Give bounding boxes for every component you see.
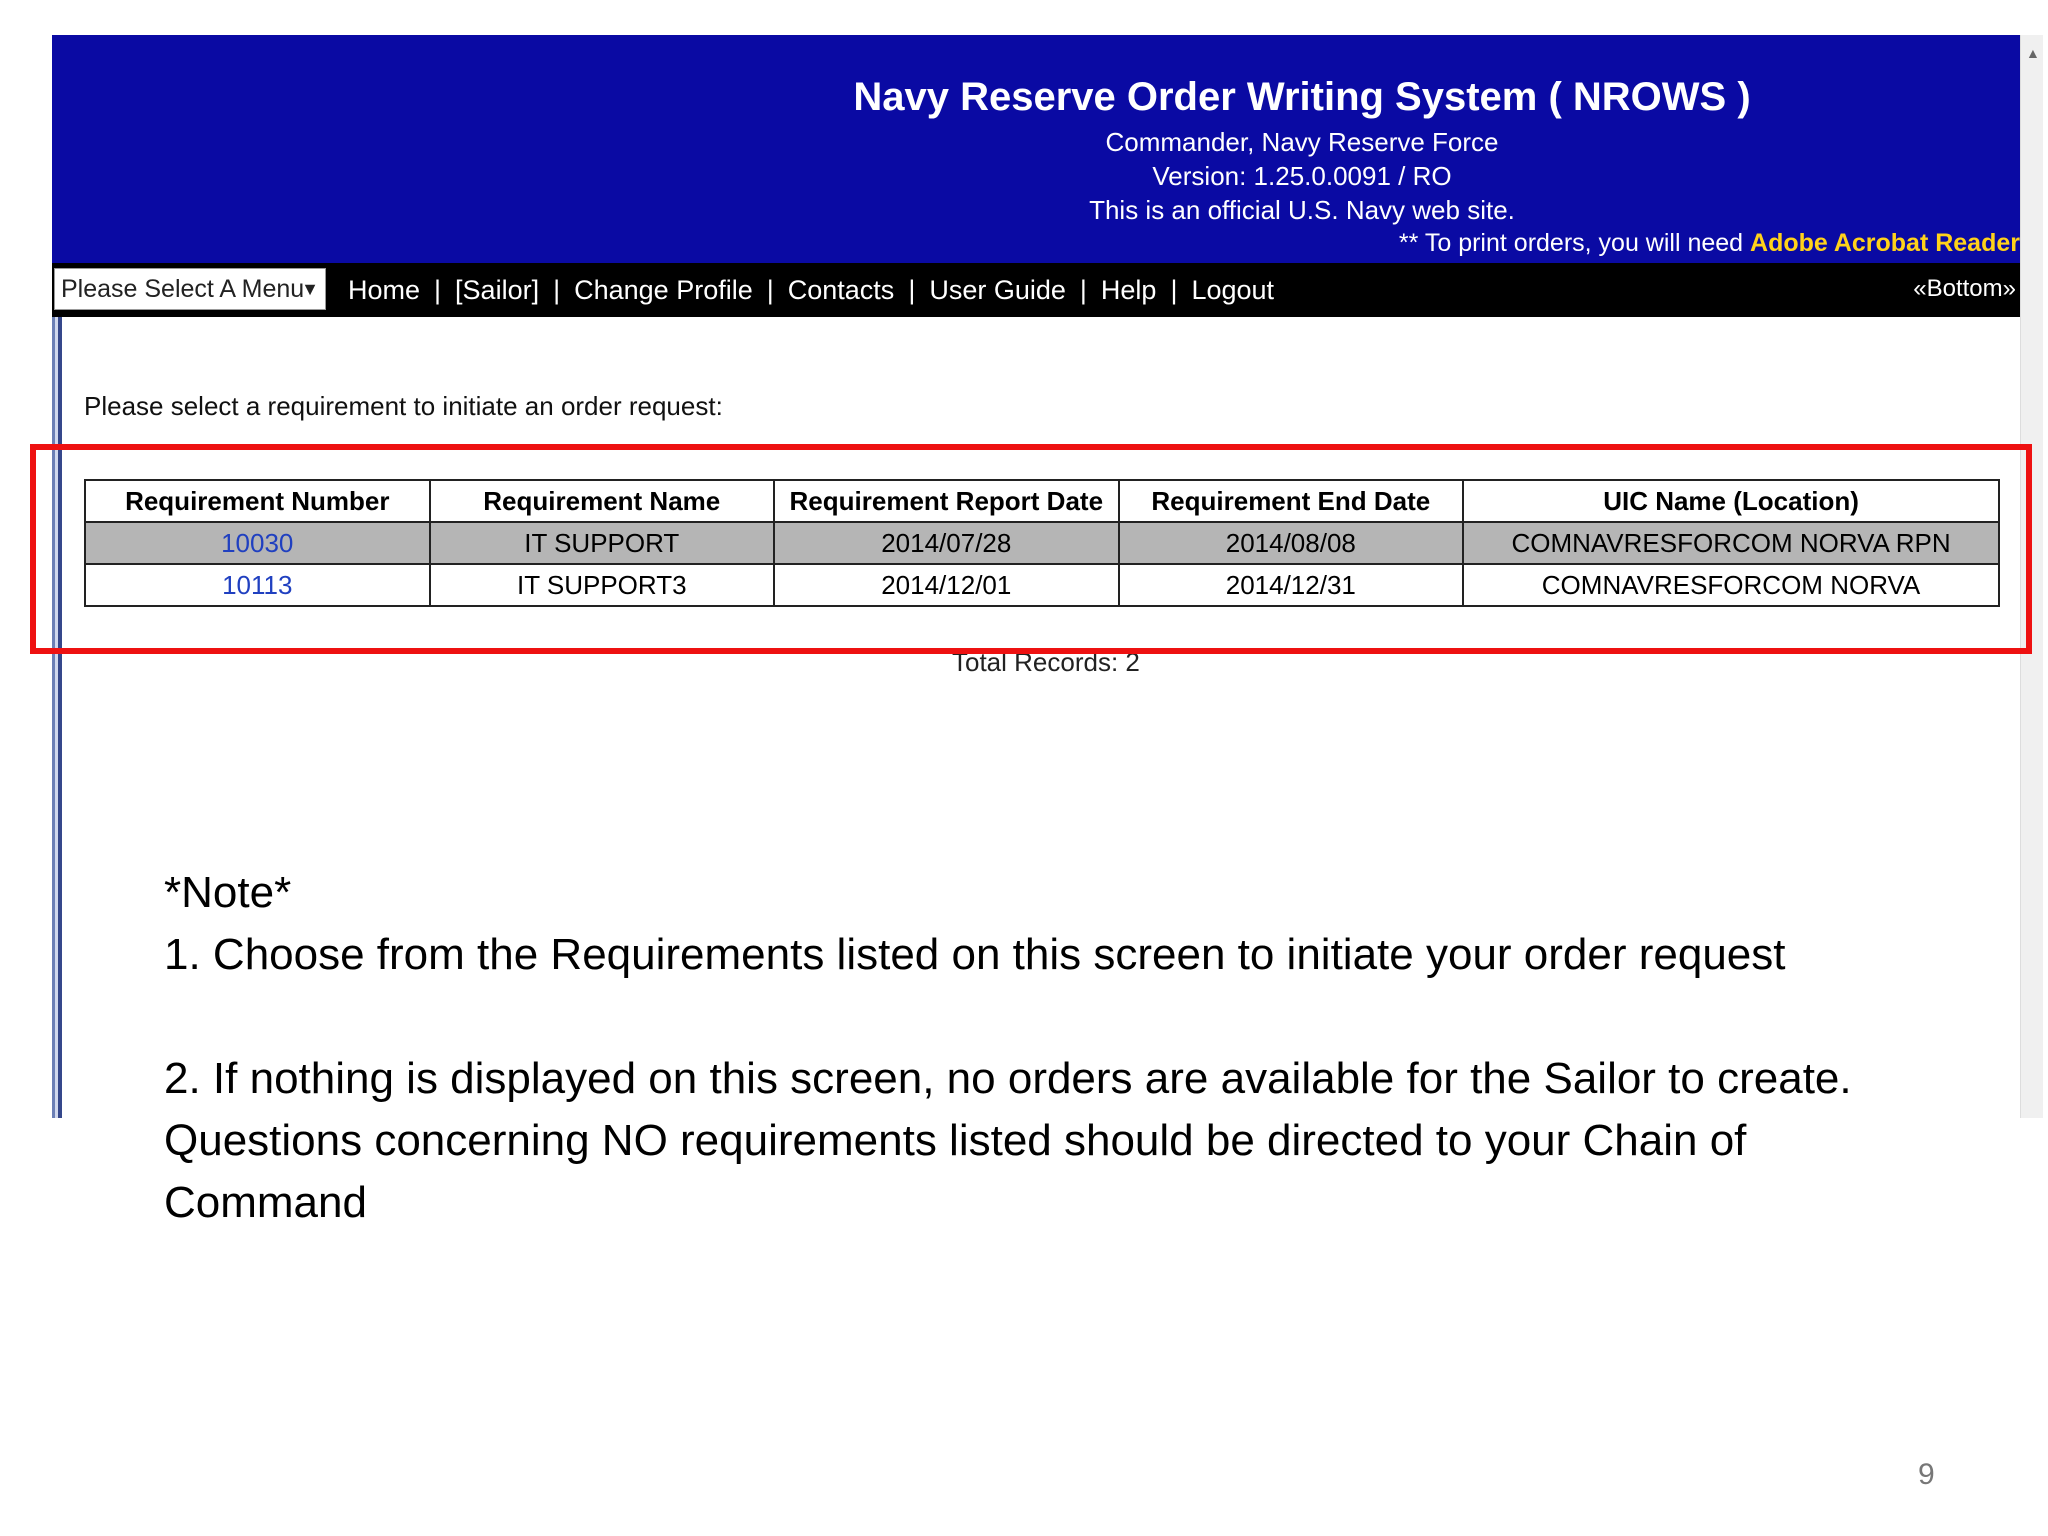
menu-bar (52, 263, 2020, 317)
app-title: Navy Reserve Order Writing System ( NROWS ) (853, 75, 1751, 119)
left-accent-bar (52, 317, 62, 1118)
nav-logout[interactable]: Logout (1191, 274, 1275, 305)
nav-contacts[interactable]: Contacts (787, 274, 895, 305)
note-heading: *Note* (164, 868, 292, 917)
print-note (1399, 229, 2020, 258)
requirement-name-cell: IT SUPPORT3 (430, 564, 775, 606)
nav-separator: | (766, 274, 774, 305)
col-requirement-number: Requirement Number (85, 480, 430, 522)
official-site-text: This is an official U.S. Navy web site. (1089, 195, 1515, 225)
note-spacer (164, 986, 2024, 1048)
note-block (164, 862, 2024, 1234)
note-item-1: 1. Choose from the Requirements listed on this screen to initiate your order request (164, 930, 1786, 979)
highlight-box (30, 444, 2032, 654)
nav-separator: | (1170, 274, 1178, 305)
version-text: Version: 1.25.0.0091 / RO (1152, 161, 1452, 191)
menu-select[interactable] (54, 268, 326, 310)
nav-home[interactable]: Home (348, 274, 421, 305)
selection-prompt: Please select a requirement to initiate an order request: (84, 391, 723, 421)
total-records: Total Records: 2 (952, 647, 1140, 677)
nav-separator: | (553, 274, 561, 305)
report-date-cell: 2014/12/01 (774, 564, 1119, 606)
uic-name-cell: COMNAVRESFORCOM NORVA RPN (1463, 522, 1999, 564)
app-header (52, 35, 2020, 263)
requirement-number-link[interactable]: 10030 (85, 522, 430, 564)
print-note-text: ** To print orders, you will need (1398, 229, 1744, 257)
org-name: Commander, Navy Reserve Force (1105, 127, 1499, 157)
nav-links (348, 263, 1274, 317)
scroll-up-icon[interactable]: ▲ (2026, 45, 2040, 61)
menu-select-value: Please Select A Menu (61, 275, 305, 303)
nav-separator: | (1079, 274, 1087, 305)
requirement-number-link[interactable]: 10113 (85, 564, 430, 606)
note-item-2-line-3: Command (164, 1178, 367, 1227)
nav-separator: | (434, 274, 442, 305)
page-number: 9 (1918, 1458, 1935, 1491)
nav-user-guide[interactable]: User Guide (929, 274, 1066, 305)
uic-name-cell: COMNAVRESFORCOM NORVA (1463, 564, 1999, 606)
nav-sailor[interactable]: [Sailor] (455, 274, 540, 305)
note-item-2-line-2: Questions concerning NO requirements listed should be directed to your Chain of (164, 1116, 1747, 1165)
col-report-date: Requirement Report Date (774, 480, 1119, 522)
col-uic-name: UIC Name (Location) (1463, 480, 1999, 522)
report-date-cell: 2014/07/28 (774, 522, 1119, 564)
end-date-cell: 2014/12/31 (1119, 564, 1464, 606)
col-end-date: Requirement End Date (1119, 480, 1464, 522)
col-requirement-name: Requirement Name (430, 480, 775, 522)
requirement-name-cell: IT SUPPORT (430, 522, 775, 564)
nav-separator: | (908, 274, 916, 305)
note-item-2: 2. If nothing is displayed on this screen, no orders are available for the Sailor to create. (164, 1054, 1852, 1103)
nav-change-profile[interactable]: Change Profile (574, 274, 753, 305)
nav-help[interactable]: Help (1100, 274, 1157, 305)
end-date-cell: 2014/08/08 (1119, 522, 1464, 564)
acrobat-reader-link[interactable]: Adobe Acrobat Reader (1750, 229, 2020, 257)
dropdown-arrow-icon: ▼ (301, 279, 319, 299)
bottom-link[interactable]: «Bottom» (1913, 275, 2016, 302)
